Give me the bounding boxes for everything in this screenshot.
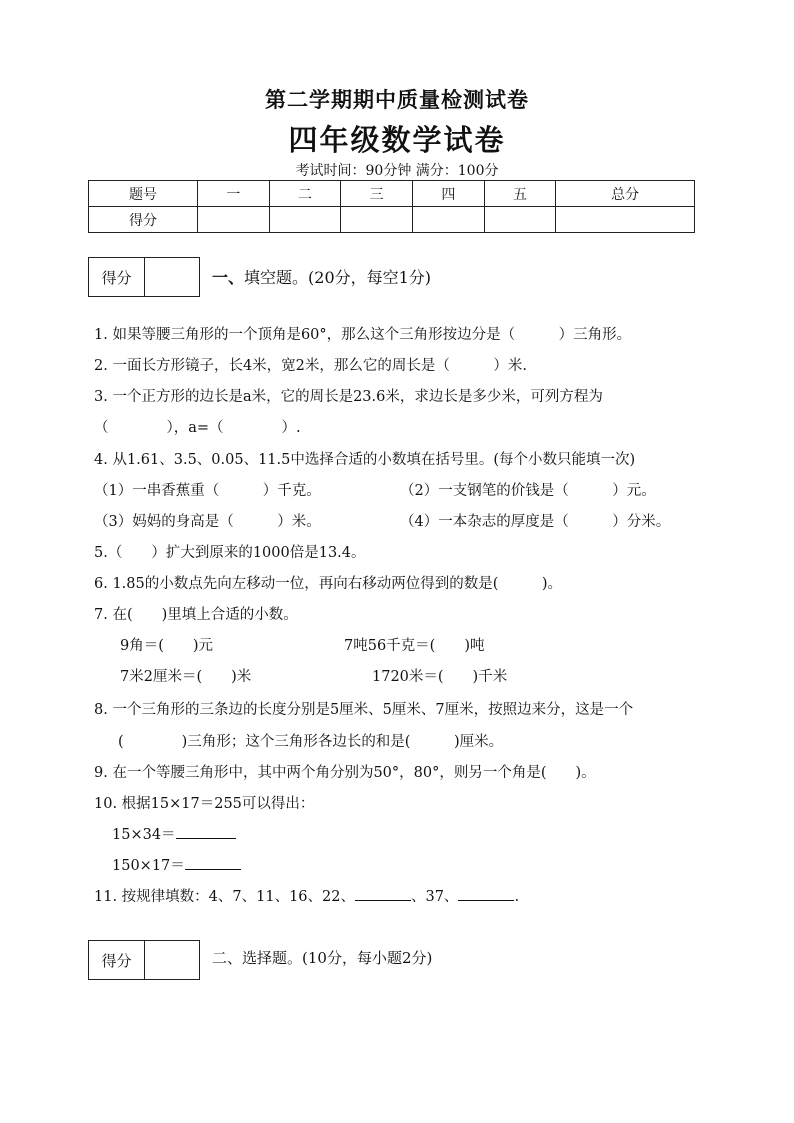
- question-1: 1. 如果等腰三角形的一个顶角是60°，那么这个三角形按边分是（ ）三角形。: [94, 327, 632, 343]
- exam-meta: 考试时间：90分钟 满分：100分: [295, 163, 499, 179]
- question-8-line2: ( )三角形；这个三角形各边长的和是( )厘米。: [118, 734, 504, 750]
- question-10-item1: [112, 823, 236, 844]
- question-11-prefix: 11. 按规律填数：4、7、11、16、22、: [94, 889, 355, 905]
- question-7-item4: 1720米＝( )千米: [372, 669, 508, 685]
- section1-title: 填空题。(20分，每空1分): [244, 268, 432, 287]
- score-input-cell[interactable]: [198, 207, 270, 233]
- score-input-cell[interactable]: [484, 207, 556, 233]
- section1-score-box: [88, 257, 200, 297]
- section2-heading: 二、选择题。(10分，每小题2分): [212, 949, 433, 967]
- score-table: [88, 180, 695, 233]
- answer-blank[interactable]: [458, 885, 514, 901]
- question-5: 5.（ ）扩大到原来的1000倍是13.4。: [94, 545, 366, 561]
- question-2: 2. 一面长方形镜子，长4米，宽2米，那么它的周长是（ ）米.: [94, 358, 528, 374]
- question-10: 10. 根据15×17＝255可以得出：: [94, 796, 315, 812]
- question-4-part3: （3）妈妈的身高是（ ）米。: [94, 514, 321, 530]
- section2-score-label: 得分: [89, 941, 145, 979]
- score-header-cell: 四: [413, 181, 485, 207]
- exam-title: 第二学期期中质量检测试卷: [265, 87, 529, 112]
- question-8-line1: 8. 一个三角形的三条边的长度分别是5厘米、5厘米、7厘米，按照边来分，这是一个: [94, 702, 634, 718]
- question-4-part2: （2）一支钢笔的价钱是（ ）元。: [400, 483, 656, 499]
- score-header-cell: 五: [484, 181, 556, 207]
- score-header-cell: 题号: [89, 181, 198, 207]
- question-10-item2-text: 150×17＝: [112, 858, 185, 874]
- score-input-cell[interactable]: [269, 207, 341, 233]
- score-input-cell[interactable]: [556, 207, 695, 233]
- answer-blank[interactable]: [176, 823, 236, 839]
- score-header-cell: 三: [341, 181, 413, 207]
- question-7-item2: 7吨56千克＝( )吨: [344, 638, 485, 654]
- question-11-end: .: [514, 889, 520, 905]
- score-header-cell: 二: [269, 181, 341, 207]
- score-header-cell: 一: [198, 181, 270, 207]
- answer-blank[interactable]: [185, 854, 241, 870]
- section1-number: 一、: [212, 268, 245, 287]
- question-3-line1: 3. 一个正方形的边长是a米，它的周长是23.6米，求边长是多少米，可列方程为: [94, 389, 603, 405]
- question-11-mid: 、37、: [410, 889, 459, 905]
- question-4-part4: （4）一本杂志的厚度是（ ）分米。: [400, 514, 671, 530]
- question-6: 6. 1.85的小数点先向左移动一位，再向右移动两位得到的数是( )。: [94, 576, 563, 592]
- answer-blank[interactable]: [355, 885, 411, 901]
- question-7-item3: 7米2厘米＝( )米: [120, 669, 252, 685]
- section2-score-input[interactable]: [145, 941, 199, 979]
- score-header-cell: 总分: [556, 181, 695, 207]
- score-table-score-row: [89, 207, 695, 233]
- question-4-part1: （1）一串香蕉重（ ）千克。: [94, 483, 321, 499]
- section1-score-input[interactable]: [145, 258, 199, 296]
- question-7-item1: 9角＝( )元: [120, 638, 214, 654]
- section1-heading: [212, 265, 431, 288]
- question-7: 7. 在( )里填上合适的小数。: [94, 607, 298, 623]
- score-row-label: 得分: [89, 207, 198, 233]
- question-3-line2: （ ），a=（ ）.: [94, 420, 301, 436]
- question-9: 9. 在一个等腰三角形中，其中两个角分别为50°，80°，则另一个角是( )。: [94, 765, 596, 781]
- question-10-item1-text: 15×34＝: [112, 827, 176, 843]
- question-11: [94, 885, 519, 906]
- section1-score-label: 得分: [89, 258, 145, 296]
- question-4: 4. 从1.61、3.5、0.05、11.5中选择合适的小数填在括号里。(每个小数只能填一次): [94, 452, 636, 468]
- score-table-header-row: [89, 181, 695, 207]
- section2-score-box: [88, 940, 200, 980]
- score-input-cell[interactable]: [341, 207, 413, 233]
- question-10-item2: [112, 854, 241, 875]
- score-input-cell[interactable]: [413, 207, 485, 233]
- exam-subtitle: 四年级数学试卷: [288, 123, 506, 157]
